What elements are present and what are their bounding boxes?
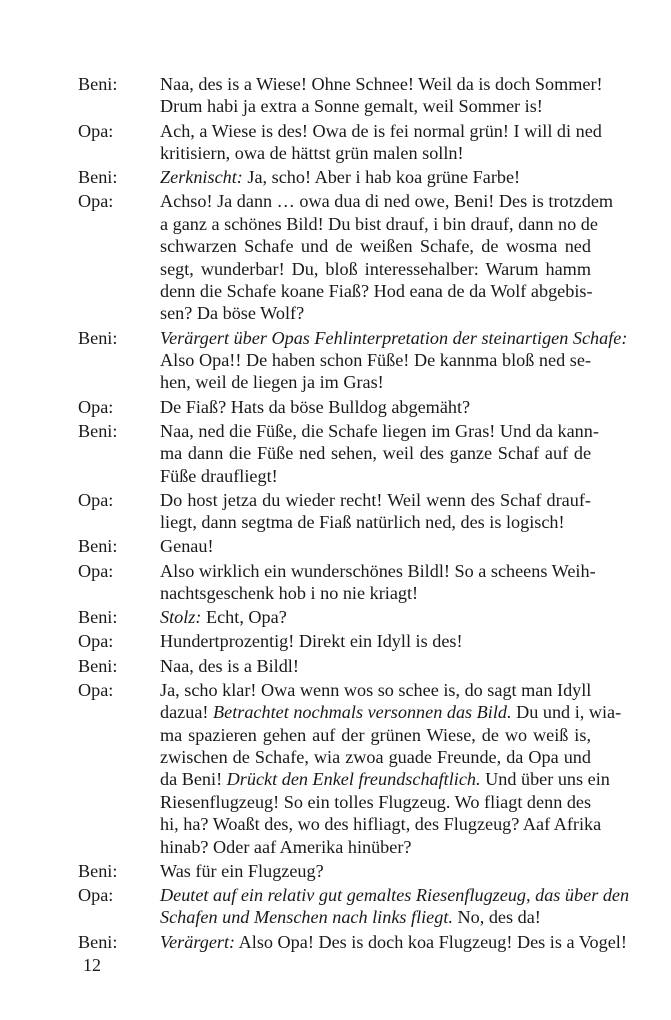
speech-line xyxy=(160,465,591,487)
spoken-text: Ja, scho klar! Owa wenn wos so schee is, do sagt man Idyll xyxy=(160,679,592,700)
speech-line xyxy=(160,724,591,746)
dialogue-entry xyxy=(0,396,671,418)
dialogue-entry xyxy=(0,489,671,534)
page-number: 12 xyxy=(83,955,101,975)
dialogue-entry xyxy=(0,884,671,929)
dialogue-entry xyxy=(0,73,671,118)
speaker-label: Opa: xyxy=(78,631,114,652)
spoken-text: ma dann die Füße ned sehen, weil des ganze Schaf auf de xyxy=(160,443,592,464)
speech-line xyxy=(160,606,591,628)
speech-text xyxy=(160,166,591,188)
speech-text xyxy=(160,630,591,652)
spoken-text: Also Opa!! De haben schon Füße! De kannma bloß ned se- xyxy=(160,349,592,370)
spoken-text: da Beni! xyxy=(160,769,227,790)
spoken-text: denn die Schafe koane Fiaß? Hod eana de da Wolf abgebis- xyxy=(160,280,593,301)
spoken-text: hi, ha? Woaßt des, wo des hifliagt, des Flugzeug? Aaf Afrika xyxy=(160,814,602,835)
speech-line xyxy=(160,442,591,464)
speech-line xyxy=(160,511,591,533)
speech-line xyxy=(160,836,591,858)
speech-text xyxy=(160,606,591,628)
speech-line xyxy=(160,327,628,349)
speaker-label: Opa: xyxy=(78,679,114,700)
dialogue-entry xyxy=(0,560,671,605)
spoken-text: Was für ein Flugzeug? xyxy=(160,860,324,881)
speech-line xyxy=(160,258,591,280)
speech-text xyxy=(160,655,591,677)
speaker-label: Beni: xyxy=(78,167,118,188)
stage-direction: Drückt den Enkel freundschaftlich. xyxy=(226,769,481,790)
spoken-text: Do host jetza du wieder recht! Weil wenn des Schaf drauf- xyxy=(160,489,591,510)
spoken-text: Du und i, wia- xyxy=(511,702,622,723)
spoken-text: Naa, des is a Bildl! xyxy=(160,655,299,676)
speech-text xyxy=(160,489,591,534)
dialogue-entry xyxy=(0,606,671,628)
speech-line xyxy=(160,95,591,117)
spoken-text: segt, wunderbar! Du, bloß interessehalber: Warum hamm xyxy=(160,258,591,279)
speaker-label: Opa: xyxy=(78,120,114,141)
dialogue-entry xyxy=(0,679,671,858)
stage-direction: Deutet auf ein relativ gut gemaltes Riesenflugzeug, das über den xyxy=(160,885,630,905)
speech-text xyxy=(160,560,596,605)
spoken-text: Hundertprozentig! Direkt ein Idyll is des! xyxy=(160,631,463,652)
speech-line xyxy=(160,396,591,418)
spoken-text: De Fiaß? Hats da böse Bulldog abgemäht? xyxy=(160,396,471,417)
stage-direction: Zerknischt: xyxy=(160,167,243,188)
speech-text xyxy=(160,190,614,324)
spoken-text: Achso! Ja dann … owa dua di ned owe, Beni! Des is trotzdem xyxy=(160,191,614,212)
speaker-label: Opa: xyxy=(78,560,114,581)
spoken-text: Echt, Opa? xyxy=(201,607,287,628)
speech-line xyxy=(160,931,627,953)
speech-text xyxy=(160,884,630,929)
speaker-label: Beni: xyxy=(78,536,118,557)
spoken-text: Füße draufliegt! xyxy=(160,465,278,486)
spoken-text: Ach, a Wiese is des! Owa de is fei normal grün! I will di ned xyxy=(160,120,602,141)
speaker-label: Beni: xyxy=(78,655,118,676)
spoken-text: kritisiern, owa de hättst grün malen solln! xyxy=(160,142,464,163)
speech-line xyxy=(160,120,602,142)
spoken-text: hinab? Oder aaf Amerika hinüber? xyxy=(160,836,412,857)
spoken-text: dazua! xyxy=(160,702,214,723)
spoken-text: Naa, ned die Füße, die Schafe liegen im Gras! Und da kann- xyxy=(160,420,599,441)
speech-text xyxy=(160,120,602,165)
spoken-text: hen, weil de liegen ja im Gras! xyxy=(160,372,384,393)
speech-line xyxy=(160,142,591,164)
speech-line xyxy=(160,213,598,235)
speaker-label: Opa: xyxy=(78,396,114,417)
speech-line xyxy=(160,371,591,393)
speech-line xyxy=(160,420,599,442)
speech-line xyxy=(160,813,602,835)
dialogue-entry xyxy=(0,630,671,652)
stage-direction: Stolz: xyxy=(160,607,202,628)
speech-line xyxy=(160,489,591,511)
speaker-label: Beni: xyxy=(78,931,118,952)
speech-line xyxy=(160,166,591,188)
speech-line xyxy=(160,582,591,604)
spoken-text: Drum habi ja extra a Sonne gemalt, weil Sommer is! xyxy=(160,96,543,117)
speaker-label: Beni: xyxy=(78,74,118,94)
speaker-label: Beni: xyxy=(78,607,118,628)
speech-text xyxy=(160,327,628,394)
speech-line xyxy=(160,884,630,906)
spoken-text: a ganz a schönes Bild! Du bist drauf, i bin drauf, dann no de xyxy=(160,213,598,234)
speech-line xyxy=(160,349,591,371)
dialogue-entry xyxy=(0,655,671,677)
speech-line xyxy=(160,630,591,652)
spoken-text: schwarzen Schafe und de weißen Schafe, de wosma ned xyxy=(160,236,591,257)
speech-line xyxy=(160,746,591,768)
speech-text xyxy=(160,396,591,418)
speech-line xyxy=(160,655,591,677)
speech-text xyxy=(160,73,603,118)
spoken-text: zwischen de Schafe, wia zwoa guade Freunde, da Opa und xyxy=(160,746,591,767)
spoken-text: Und über uns ein xyxy=(480,769,610,790)
spoken-text: Naa, des is a Wiese! Ohne Schnee! Weil da is doch Sommer! xyxy=(160,74,603,94)
speech-text xyxy=(160,535,591,557)
speech-line xyxy=(160,235,591,257)
dialogue-entry xyxy=(0,120,671,165)
spoken-text: Ja, scho! Aber i hab koa grüne Farbe! xyxy=(242,167,521,188)
speech-line xyxy=(160,302,591,324)
speech-text xyxy=(160,679,622,858)
dialogue-entry xyxy=(0,420,671,487)
speech-text xyxy=(160,931,627,953)
dialogue-entry xyxy=(0,166,671,188)
spoken-text: Also Opa! Des is doch koa Flugzeug! Des is a Vogel! xyxy=(235,931,627,952)
speech-line xyxy=(160,280,591,302)
speech-text xyxy=(160,860,591,882)
speech-line xyxy=(160,73,603,95)
dialogue-entry xyxy=(0,535,671,557)
speaker-label: Beni: xyxy=(78,860,118,881)
speech-line xyxy=(160,768,610,790)
spoken-text: nachtsgeschenk hob i no nie kriagt! xyxy=(160,582,419,603)
dialogue-entry xyxy=(0,931,671,953)
speaker-label: Opa: xyxy=(78,885,114,905)
speaker-label: Opa: xyxy=(78,191,114,212)
spoken-text: ma spazieren gehen auf der grünen Wiese, de wo weiß is, xyxy=(160,724,591,745)
speech-line xyxy=(160,190,614,212)
speaker-label: Beni: xyxy=(78,327,118,348)
spoken-text: Genau! xyxy=(160,536,214,557)
speech-line xyxy=(160,906,591,928)
stage-direction: Schafen und Menschen nach links fliegt. xyxy=(160,907,453,928)
dialogue-entry xyxy=(0,860,671,882)
speech-line xyxy=(160,791,591,813)
speech-line xyxy=(160,860,591,882)
spoken-text: sen? Da böse Wolf? xyxy=(160,303,305,324)
spoken-text: Also wirklich ein wunderschönes Bildl! So a scheens Weih- xyxy=(160,560,596,581)
stage-direction: Verärgert: xyxy=(160,931,236,952)
stage-direction: Betrachtet nochmals versonnen das Bild. xyxy=(213,702,512,723)
dialogue-entry xyxy=(0,190,671,324)
spoken-text: Riesenflugzeug! So ein tolles Flugzeug. Wo fliagt denn des xyxy=(160,791,592,812)
speaker-label: Beni: xyxy=(78,420,118,441)
spoken-text: liegt, dann segtma de Fiaß natürlich ned, des is logisch! xyxy=(160,512,565,533)
speech-line xyxy=(160,679,591,701)
speech-line xyxy=(160,535,591,557)
stage-direction: Verärgert über Opas Fehlinterpretation der steinartigen Schafe: xyxy=(160,327,628,348)
spoken-text: No, des da! xyxy=(452,907,541,928)
dialogue-entry xyxy=(0,327,671,394)
speech-line xyxy=(160,560,596,582)
speech-text xyxy=(160,420,599,487)
speaker-label: Opa: xyxy=(78,489,114,510)
speech-line xyxy=(160,701,622,723)
